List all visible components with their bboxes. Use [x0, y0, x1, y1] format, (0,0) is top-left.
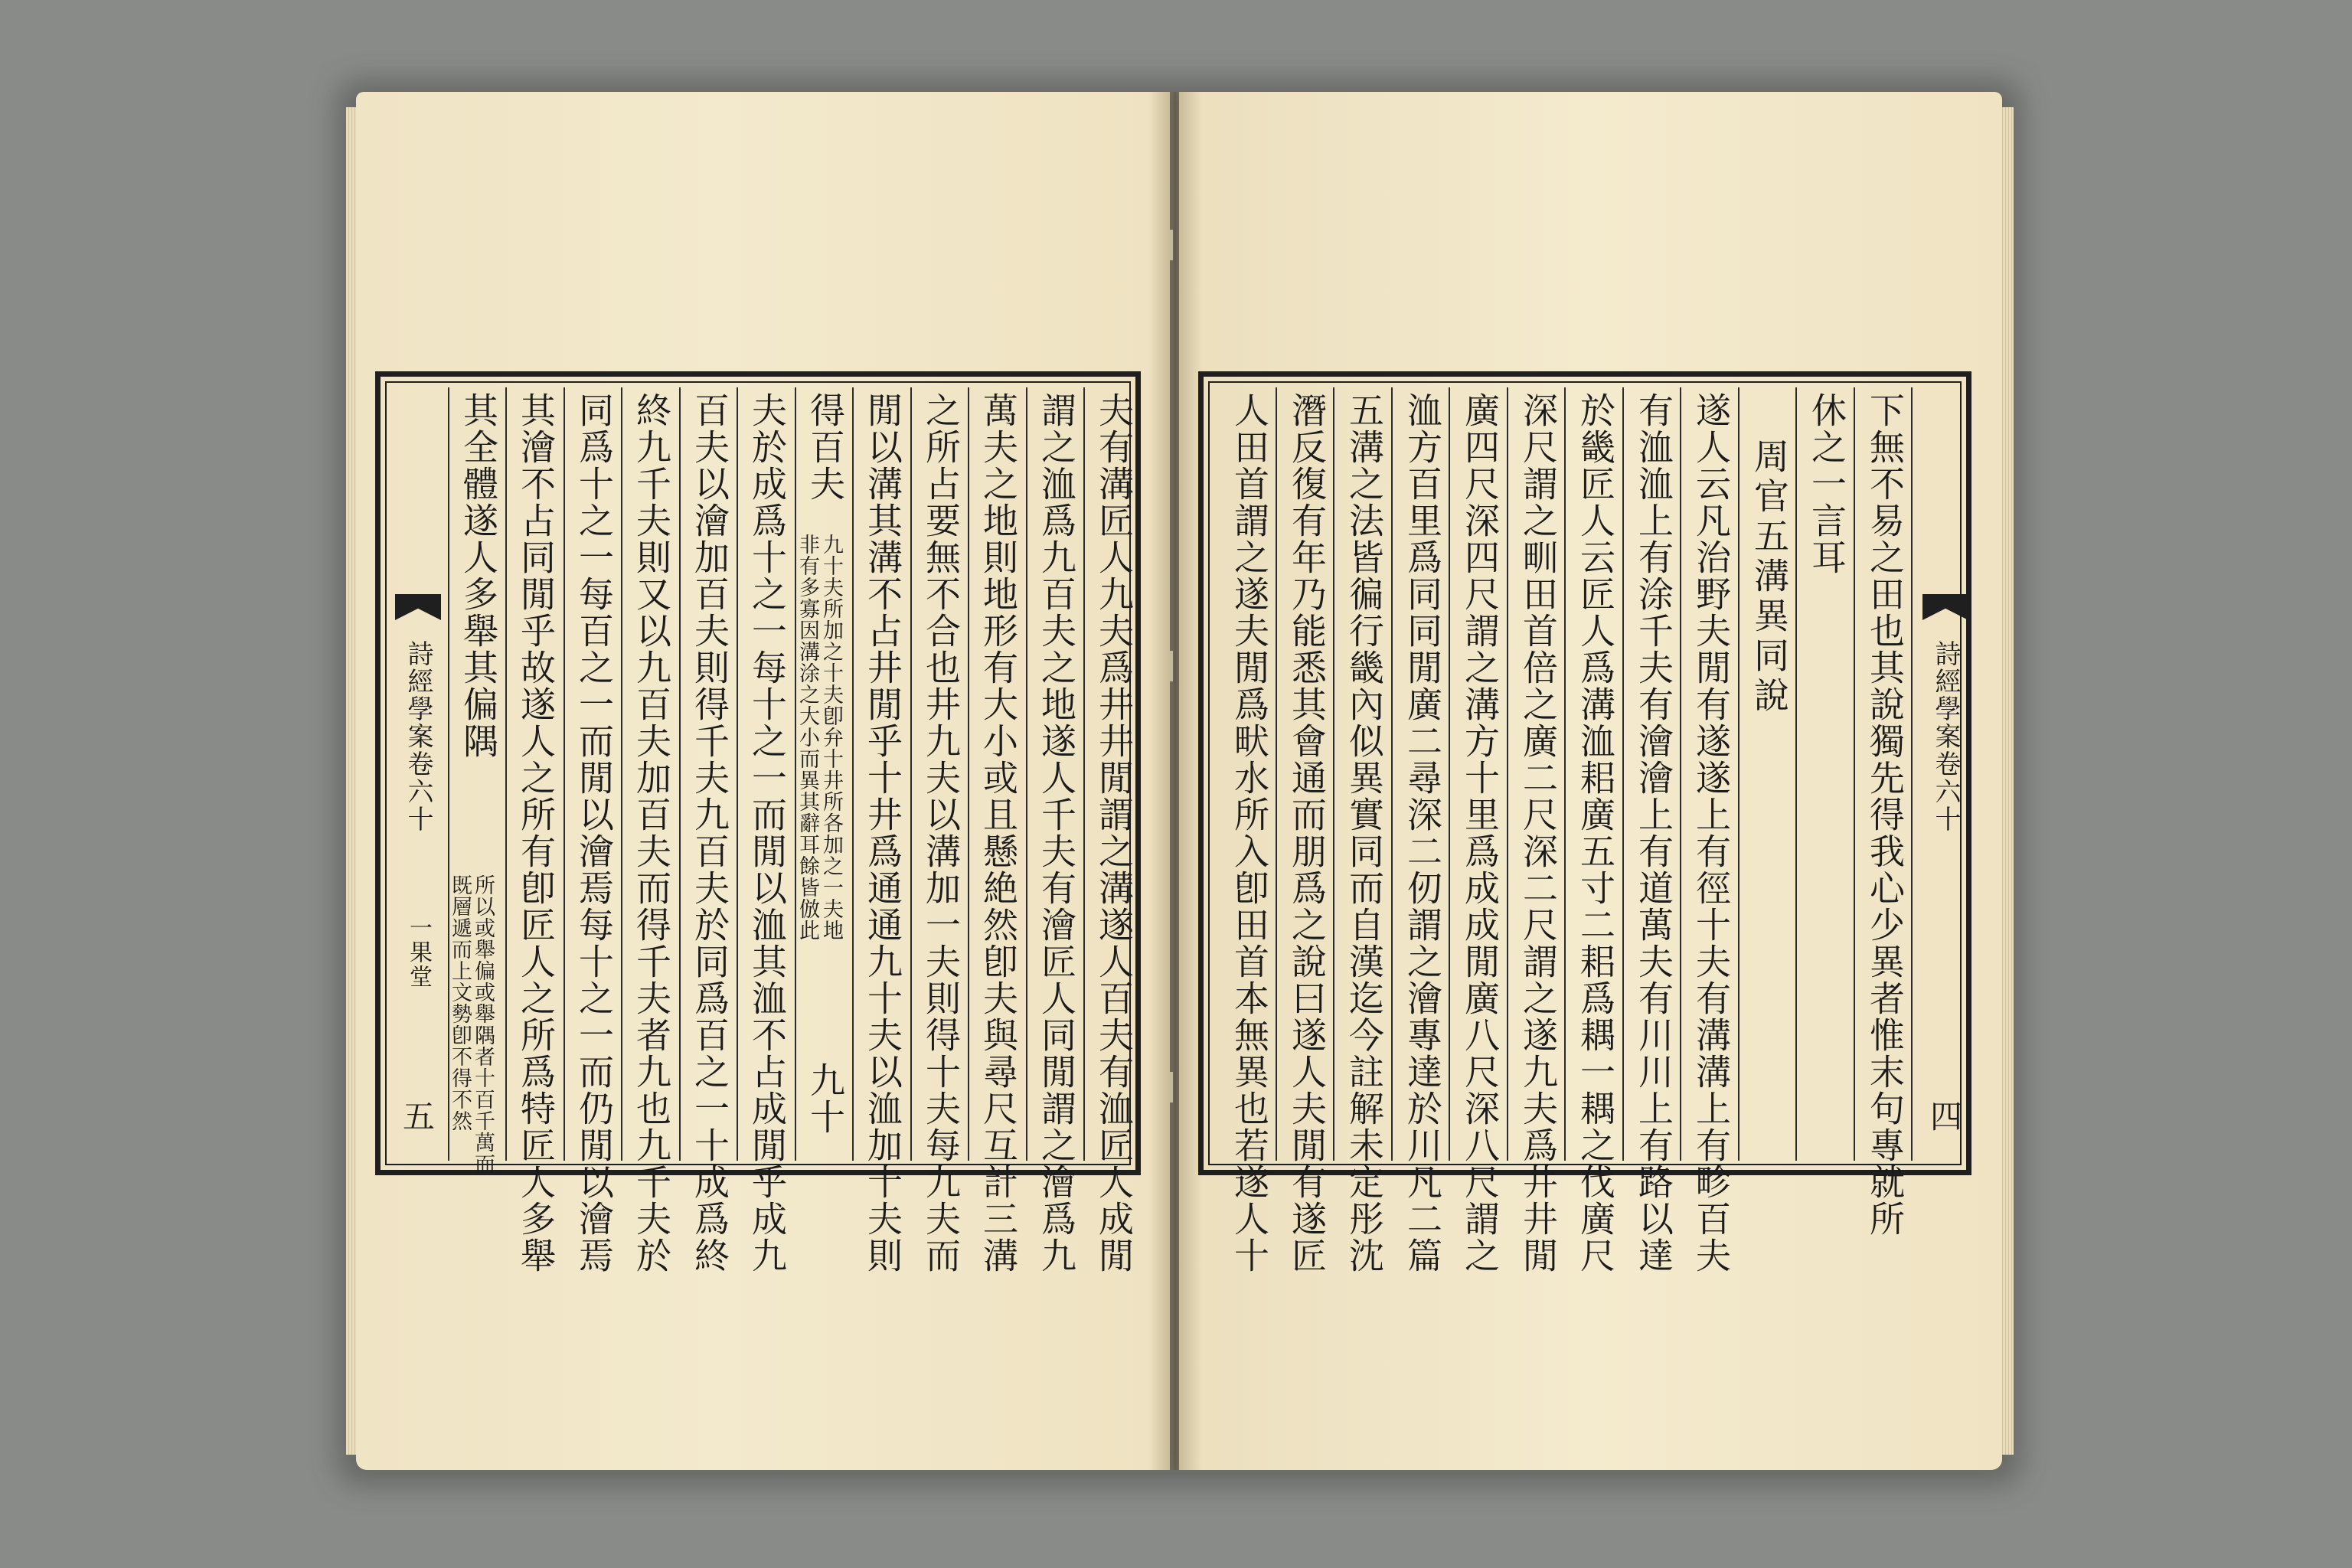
- column-rule: [1449, 387, 1450, 1161]
- text-column: 終九千夫則又以九百夫加百夫而得千夫者九也九千夫於: [631, 392, 672, 1274]
- text-column: 深尺謂之甽田首倍之廣二尺深二尺謂之遂九夫爲井井閒: [1517, 392, 1559, 1274]
- column-rule: [1854, 387, 1855, 1161]
- text-column-main-top: 其全體遂人多舉其偏隅: [458, 392, 499, 760]
- text-column: 同爲十之一每百之一而閒以澮焉每十之一而仍閒以澮焉: [573, 392, 615, 1274]
- column-rule: [1738, 387, 1740, 1161]
- commentary-note-left: 既層遞而上文勢卽不得不然: [448, 874, 472, 1132]
- column-rule: [1026, 387, 1027, 1161]
- text-column-main-bottom: 九十: [805, 1062, 846, 1135]
- column-rule: [679, 387, 681, 1161]
- binding-thread: [1170, 1072, 1173, 1102]
- spine-title: 詩經學案卷六十: [1930, 640, 1961, 833]
- spine-title: 詩經學案卷六十: [403, 640, 433, 833]
- spine-band: [390, 387, 446, 1161]
- spine-band: [1917, 387, 1974, 1161]
- text-column: 夫於成爲十之一每十之一而閒以洫其洫不占成閒乎成九: [746, 392, 788, 1274]
- text-column: 謂之洫爲九百夫之地遂人千夫有澮匠人同閒謂之澮爲九: [1036, 392, 1077, 1274]
- binding-thread: [1170, 230, 1173, 260]
- column-rule: [1276, 387, 1277, 1161]
- fish-tail-mark: [395, 594, 441, 620]
- column-rule: [1083, 387, 1085, 1161]
- column-rule: [564, 387, 565, 1161]
- column-rule: [1795, 387, 1797, 1161]
- text-column: 於畿匠人云匠人爲溝洫耜廣五寸二耜爲耦一耦之伐廣尺: [1575, 392, 1616, 1274]
- section-heading: 周官五溝異同說: [1749, 438, 1790, 717]
- text-column: 遂人云凡治野夫閒有遂遂上有徑十夫有溝溝上有畛百夫: [1690, 392, 1732, 1274]
- column-rule: [1622, 387, 1624, 1161]
- column-rule: [1680, 387, 1681, 1161]
- column-rule: [852, 387, 854, 1161]
- column-rule: [1564, 387, 1566, 1161]
- text-column: 洫方百里爲同同閒廣二尋深二仞謂之澮專達於川凡二篇: [1402, 392, 1443, 1274]
- text-column: 其澮不占同閒乎故遂人之所有卽匠人之所爲特匠人多舉: [515, 392, 557, 1274]
- folio-number: 五: [402, 1098, 435, 1135]
- book-gutter: [1148, 92, 1202, 1470]
- right-text-frame: [1198, 371, 1971, 1274]
- column-rule: [795, 387, 796, 1161]
- text-column: 廣四尺深四尺謂之溝方十里爲成成閒廣八尺深八尺謂之: [1459, 392, 1501, 1274]
- spine-hall-name: 一果堂: [405, 916, 432, 989]
- text-column: 有洫洫上有涂千夫有澮澮上有道萬夫有川川上有路以達: [1633, 392, 1674, 1274]
- column-rule: [1391, 387, 1393, 1161]
- commentary-note-right: 九十夫所加之十夫卽弁十井所各加之一夫地: [819, 534, 843, 941]
- commentary-note-left: 非有多寡因溝涂之大小而異其辭耳餘皆倣此: [795, 534, 819, 941]
- text-column: 閒以溝其溝不占井閒乎十井爲通通九十夫以洫加十夫則: [862, 392, 903, 1274]
- column-rule: [505, 387, 507, 1161]
- left-text-frame: [375, 371, 1141, 1274]
- text-column: 夫有溝匠人九夫爲井井閒謂之溝遂人百夫有洫匠人成閒: [1093, 392, 1135, 1274]
- text-column: 百夫以澮加百夫則得千夫九百夫於同爲百之一十成爲終: [689, 392, 730, 1274]
- text-column: 潛反復有年乃能悉其會通而朋爲之說曰遂人夫閒有遂匠: [1286, 392, 1328, 1274]
- column-rule: [910, 387, 912, 1161]
- column-rule: [1333, 387, 1334, 1161]
- folio-number: 四: [1929, 1098, 1962, 1135]
- text-column: 下無不易之田也其說獨先得我心少異者惟末句專就所: [1864, 392, 1906, 1237]
- column-rule: [968, 387, 969, 1161]
- text-column-main-top: 得百夫: [805, 392, 846, 502]
- column-rule: [1911, 387, 1913, 1161]
- column-rule: [1507, 387, 1508, 1161]
- column-rule: [448, 387, 449, 1161]
- text-column: 人田首謂之遂夫閒爲畎水所入卽田首本無異也若遂人十: [1229, 392, 1270, 1274]
- text-column: 之所占要無不合也井九夫以溝加一夫則得十夫每九夫而: [920, 392, 962, 1274]
- text-column: 萬夫之地則地形有大小或且懸絶然卽夫與尋尺互計三溝: [978, 392, 1019, 1274]
- fish-tail-mark: [1922, 594, 1968, 620]
- binding-thread: [1170, 651, 1173, 681]
- column-rule: [737, 387, 738, 1161]
- text-column: 五溝之法皆徧行畿內似異實同而自漢迄今註解未定彤沈: [1344, 392, 1385, 1274]
- column-rule: [621, 387, 622, 1161]
- text-column: 休之一言耳: [1806, 392, 1847, 576]
- commentary-note-right: 所以或舉偏或舉隅者十百千萬而: [471, 874, 495, 1174]
